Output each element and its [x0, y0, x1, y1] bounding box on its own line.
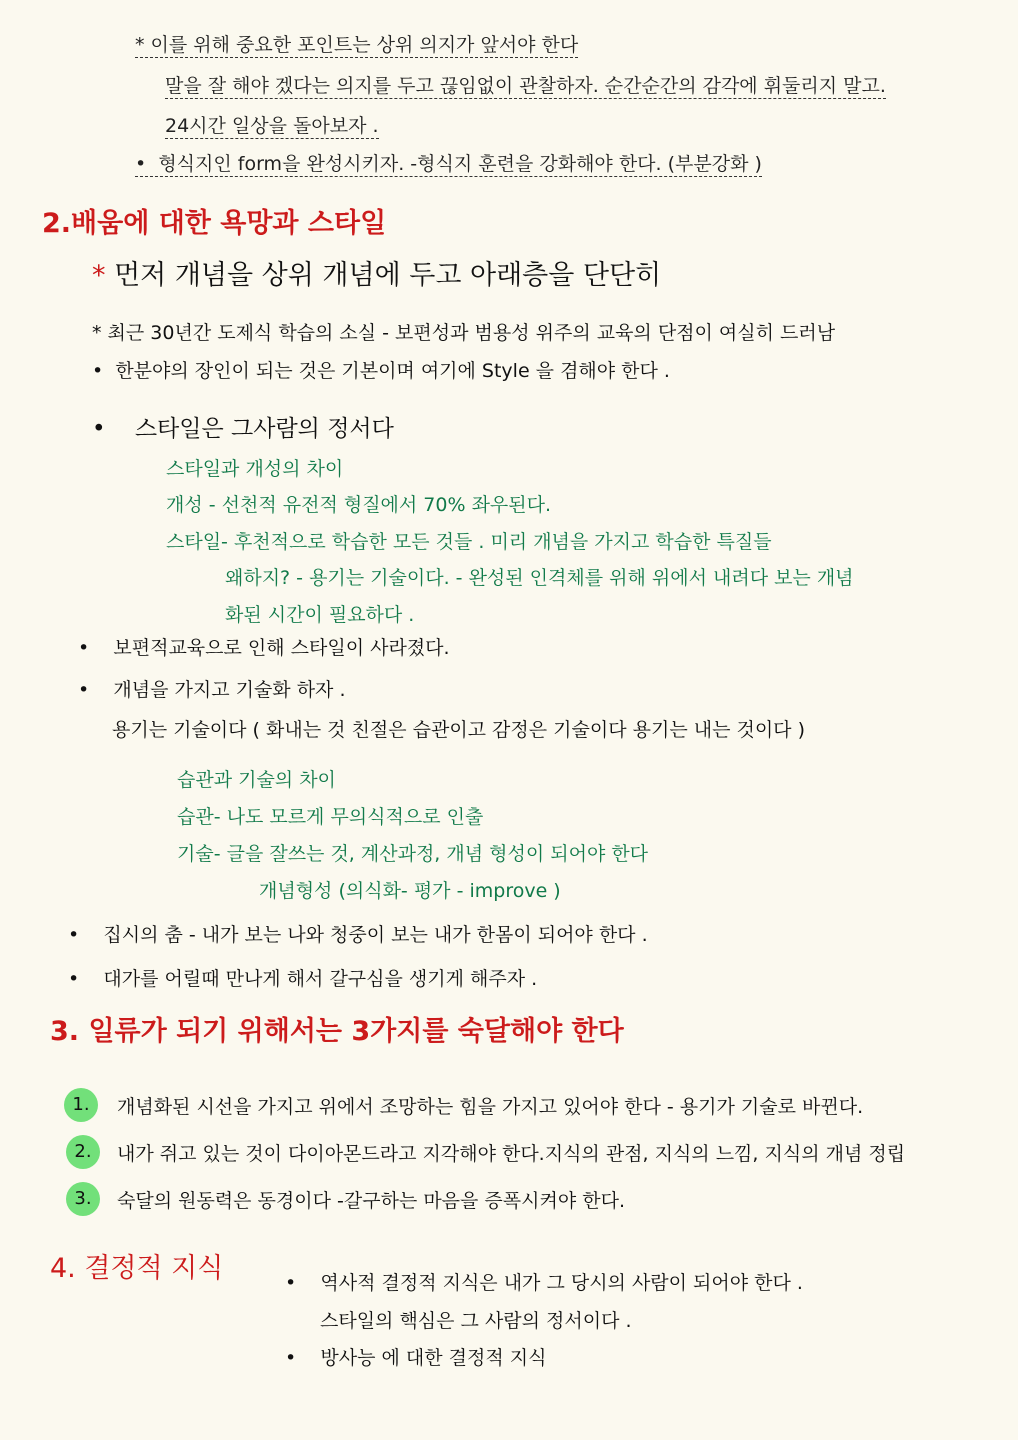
- bullet-item-universal-education: [78, 633, 450, 660]
- intro-line-4-bullet: •: [135, 153, 147, 175]
- bullet-dot: •: [78, 637, 90, 659]
- mastery-item-3: 숙달의 원동력은 동경이다 -갈구하는 마음을 증폭시켜야 한다.: [117, 1190, 625, 1212]
- section-3-title: 일류가 되기 위해서는 3가지를 숙달해야 한다: [88, 1016, 624, 1047]
- bullet-text: 대가를 어릴때 만나게 해서 갈구심을 생기게 해주자 .: [103, 968, 538, 990]
- bullet-text: 스타일은 그사람의 정서다: [134, 416, 394, 442]
- section-3-heading: [50, 1009, 624, 1048]
- bullet-text: 한분야의 장인이 되는 것은 기본이며 여기에 Style 을 겸해야 한다 .: [115, 360, 670, 382]
- green-line-habit-vs-skill: 습관과 기술의 차이: [177, 769, 336, 791]
- intro-line-2-text: 말을 잘 해야 겠다는 의지를 두고 끊임없이 관찰하자. 순간순간의 감각에 휘둘리지 말고.: [165, 75, 886, 97]
- intro-line-4: [135, 153, 762, 176]
- green-line-concept-formation: 개념형성 (의식화- 평가 - improve ): [259, 880, 561, 902]
- number-badge-1: 1.: [64, 1088, 98, 1122]
- section-3-number: 3.: [50, 1016, 80, 1047]
- mastery-item-1: 개념화된 시선을 가지고 위에서 조망하는 힘을 가지고 있어야 한다 - 용기가 기술로 바뀐다.: [117, 1096, 864, 1118]
- subtitle-text: 먼저 개념을 상위 개념에 두고 아래층을 단단히: [114, 260, 662, 291]
- bullet-item-master: [68, 964, 537, 991]
- green-line-style: 스타일- 후천적으로 학습한 모든 것들 . 미리 개념을 가지고 학습한 특질들: [166, 531, 772, 553]
- bullet-item-radiation: [285, 1343, 546, 1370]
- green-line-skill: 기술- 글을 잘쓰는 것, 계산과정, 개념 형성이 되어야 한다: [177, 843, 649, 865]
- bullet-text: 보편적교육으로 인해 스타일이 사라졌다.: [113, 637, 450, 659]
- bullet-dot: •: [68, 924, 80, 946]
- intro-line-1-text: * 이를 위해 중요한 포인트는 상위 의지가 앞서야 한다: [135, 34, 579, 56]
- number-badge-3: 3.: [66, 1182, 100, 1216]
- bullet-item-gypsy-dance: [68, 920, 648, 947]
- bullet-item-decisive-knowledge: [285, 1268, 803, 1295]
- bullet-dot: •: [285, 1272, 297, 1294]
- bullet-text: 방사능 에 대한 결정적 지식: [320, 1347, 547, 1369]
- subtitle-star: *: [92, 260, 106, 291]
- bullet-dot: •: [92, 360, 104, 382]
- bullet-text: 역사적 결정적 지식은 내가 그 당시의 사람이 되어야 한다 .: [320, 1272, 803, 1294]
- number-badge-2: 2.: [66, 1135, 100, 1169]
- bullet-text: 개념을 가지고 기술화 하자 .: [113, 679, 346, 701]
- intro-line-3-text: 24시간 일상을 돌아보자 .: [165, 115, 379, 137]
- section-2-number: 2.: [42, 208, 72, 239]
- green-line-style-vs-personality: 스타일과 개성의 차이: [166, 458, 344, 480]
- style-core-line: 스타일의 핵심은 그 사람의 정서이다 .: [320, 1310, 632, 1332]
- intro-line-3: [165, 115, 379, 138]
- intro-line-4-content: 형식지인 form을 완성시키자. -형식지 훈련을 강화해야 한다. (부분강화 ): [158, 153, 762, 175]
- section-2-subtitle: [92, 253, 661, 292]
- bullet-text: 집시의 춤 - 내가 보는 나와 청중이 보는 내가 한몸이 되어야 한다 .: [103, 924, 648, 946]
- bullet-dot: •: [78, 679, 90, 701]
- bullet-dot: •: [92, 416, 106, 442]
- section-2-heading: [42, 201, 386, 240]
- section-2-title: 배움에 대한 욕망과 스타일: [71, 208, 387, 239]
- bullet-item-technique: [78, 675, 345, 702]
- intro-line-4-text: [135, 153, 762, 177]
- green-line-personality: 개성 - 선천적 유전적 형질에서 70% 좌우된다.: [166, 494, 552, 516]
- bullet-item-style: [92, 356, 670, 383]
- green-line-habit: 습관- 나도 모르게 무의식적으로 인출: [177, 806, 484, 828]
- courage-line: 용기는 기술이다 ( 화내는 것 친절은 습관이고 감정은 기술이다 용기는 내는 것이다 ): [112, 719, 805, 741]
- bullet-item-emotion: [92, 410, 394, 443]
- section-4-heading: 4. 결정적 지식: [50, 1253, 224, 1284]
- bullet-dot: •: [285, 1347, 297, 1369]
- mastery-item-2: 내가 쥐고 있는 것이 다이아몬드라고 지각해야 한다.지식의 관점, 지식의 느낌, 지식의 개념 정립: [117, 1143, 906, 1165]
- intro-line-2: [165, 75, 886, 98]
- intro-line-1: [135, 34, 578, 57]
- green-line-time: 화된 시간이 필요하다 .: [225, 604, 415, 626]
- apprentice-loss-line: * 최근 30년간 도제식 학습의 소실 - 보편성과 범용성 위주의 교육의 단점이 여실히 드러남: [92, 322, 836, 344]
- green-line-why: 왜하지? - 용기는 기술이다. - 완성된 인격체를 위해 위에서 내려다 보는 개념: [225, 567, 854, 589]
- bullet-dot: •: [68, 968, 80, 990]
